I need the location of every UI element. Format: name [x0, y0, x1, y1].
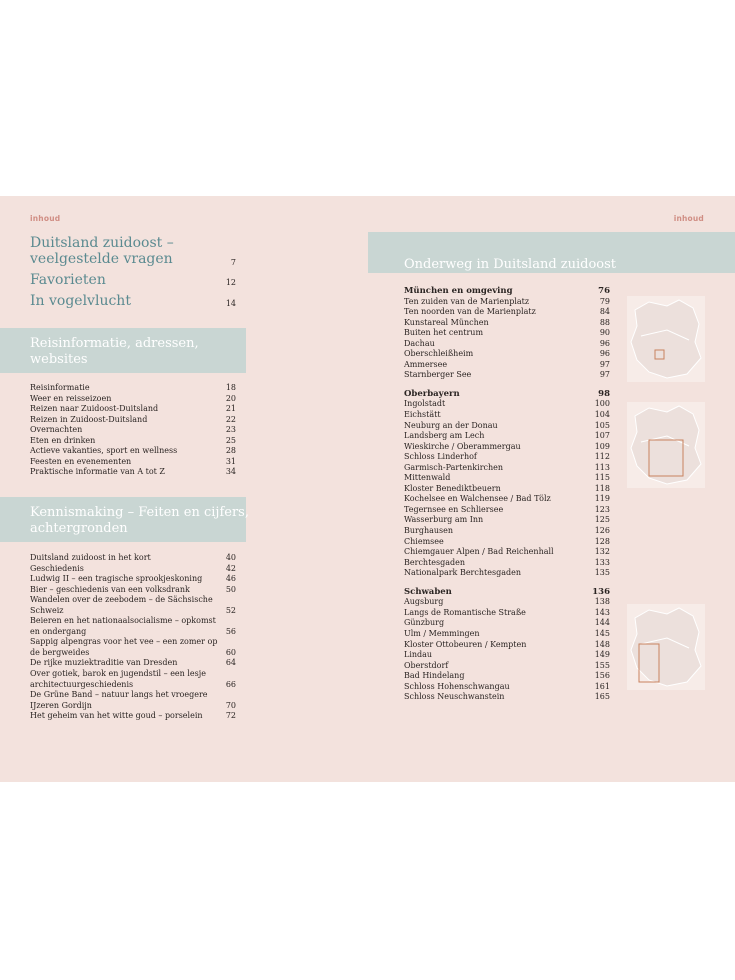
- toc-entry[interactable]: [30, 415, 236, 426]
- toc-region-heading[interactable]: [404, 286, 610, 297]
- toc-intro-favorieten[interactable]: Favorieten: [30, 272, 106, 288]
- toc-entry-title: Wasserburg am Inn: [404, 515, 484, 525]
- toc-entry[interactable]: [404, 671, 610, 682]
- toc-entry[interactable]: [30, 711, 236, 722]
- toc-entry[interactable]: [30, 404, 236, 415]
- toc-entry-page: 105: [594, 420, 610, 430]
- toc-entry-page: 135: [594, 568, 610, 578]
- toc-entry-title: Oberbayern: [404, 388, 460, 399]
- toc-entry-title: Praktische informatie van A tot Z: [30, 467, 165, 477]
- toc-intro-faq-line1[interactable]: Duitsland zuidoost –: [30, 235, 174, 251]
- toc-entry[interactable]: [30, 574, 236, 585]
- toc-entry[interactable]: [404, 463, 610, 474]
- toc-entry-page: 84: [599, 307, 610, 317]
- toc-entry-title: Oberschleißheim: [404, 349, 474, 359]
- toc-entry[interactable]: [30, 680, 236, 691]
- toc-entry-title: Geschiedenis: [30, 563, 84, 573]
- toc-intro-faq-line2[interactable]: veelgestelde vragen: [30, 251, 173, 267]
- toc-entry-title: Nationalpark Berchtesgaden: [404, 568, 521, 578]
- toc-entry[interactable]: [30, 394, 236, 405]
- toc-entry[interactable]: [30, 690, 236, 701]
- toc-entry[interactable]: [30, 383, 236, 394]
- toc-entry-page: 161: [594, 681, 610, 691]
- toc-entry[interactable]: [404, 431, 610, 442]
- toc-list-kennismaking: [30, 553, 236, 722]
- toc-entry-title: Garmisch-Partenkirchen: [404, 462, 504, 472]
- toc-entry-page: 133: [594, 557, 610, 567]
- toc-entry-page: 34: [225, 467, 236, 477]
- toc-entry-title: Burghausen: [404, 526, 454, 536]
- toc-entry[interactable]: [404, 318, 610, 329]
- section-title-reis-line2: websites: [30, 352, 88, 367]
- toc-entry[interactable]: [404, 399, 610, 410]
- toc-entry-page: 90: [599, 328, 610, 338]
- toc-intro-vogelvlucht[interactable]: In vogelvlucht: [30, 293, 131, 309]
- toc-entry-page: 125: [594, 515, 610, 525]
- toc-entry-title: Bier – geschiedenis van een volksdrank: [30, 584, 190, 594]
- toc-entry[interactable]: [404, 650, 610, 661]
- toc-entry[interactable]: [30, 637, 236, 648]
- toc-entry-title: Schwaben: [404, 586, 452, 597]
- toc-entry[interactable]: [404, 473, 610, 484]
- toc-entry-page: 118: [594, 483, 610, 493]
- toc-entry-page: 64: [225, 658, 236, 668]
- toc-entry-page: 123: [594, 504, 610, 514]
- toc-entry-title: Ammersee: [404, 359, 448, 369]
- toc-entry-page: 128: [594, 536, 610, 546]
- toc-entry[interactable]: [404, 452, 610, 463]
- toc-entry[interactable]: [30, 658, 236, 669]
- toc-entry[interactable]: [30, 457, 236, 468]
- toc-entry-page: 145: [594, 628, 610, 638]
- toc-entry-title: Chiemgauer Alpen / Bad Reichenhall: [404, 547, 554, 557]
- locator-map-schwaben: [627, 604, 705, 690]
- toc-entry[interactable]: [404, 526, 610, 537]
- toc-entry-title: Oberstdorf: [404, 660, 449, 670]
- toc-entry-title: Langs de Romantische Straße: [404, 607, 526, 617]
- toc-entry-title: Ten noorden van de Marienplatz: [404, 307, 536, 317]
- toc-entry-title: Schloss Linderhof: [404, 452, 477, 462]
- toc-entry[interactable]: [30, 627, 236, 638]
- toc-entry[interactable]: [404, 297, 610, 308]
- toc-entry-title: Bad Hindelang: [404, 671, 465, 681]
- toc-entry-title: Kloster Benediktbeuern: [404, 483, 501, 493]
- toc-entry[interactable]: [404, 640, 610, 651]
- toc-entry-title: Starnberger See: [404, 370, 472, 380]
- map-schwaben-svg: [627, 604, 705, 690]
- toc-entry-title: Sappig alpengras voor het vee – een zomer op: [30, 637, 218, 647]
- toc-entry-title: Kloster Ottobeuren / Kempten: [404, 639, 527, 649]
- toc-entry[interactable]: [404, 608, 610, 619]
- toc-entry-page: 88: [599, 317, 610, 327]
- toc-entry[interactable]: [404, 537, 610, 548]
- toc-entry-page: 148: [594, 639, 610, 649]
- toc-entry[interactable]: [404, 682, 610, 693]
- toc-entry-page: 143: [594, 607, 610, 617]
- toc-entry-page: 72: [225, 711, 236, 721]
- toc-entry[interactable]: [30, 553, 236, 564]
- toc-entry-title: Mittenwald: [404, 473, 451, 483]
- toc-entry-page: 70: [225, 700, 236, 710]
- toc-entry-title: Landsberg am Lech: [404, 431, 485, 441]
- toc-entry[interactable]: [30, 701, 236, 712]
- toc-entry-title: Wandelen over de zeebodem – de Sächsische: [30, 595, 213, 605]
- toc-entry-page: 46: [225, 574, 236, 584]
- toc-entry-title: Schloss Neuschwanstein: [404, 692, 505, 702]
- toc-entry-page: 18: [225, 383, 236, 392]
- toc-entry-page: 21: [225, 404, 236, 414]
- toc-entry-title: Actieve vakanties, sport en wellness: [30, 446, 178, 456]
- toc-entry-title: Beieren en het nationaalsocialisme – opkomst: [30, 616, 216, 626]
- toc-entry-page: 113: [594, 462, 610, 472]
- toc-entry[interactable]: [30, 436, 236, 447]
- toc-entry[interactable]: [404, 484, 610, 495]
- toc-entry[interactable]: [404, 568, 610, 579]
- toc-entry-page: 107: [594, 431, 610, 441]
- toc-entry-title: Reizen in Zuidoost-Duitsland: [30, 414, 148, 424]
- toc-entry-title: Schweiz: [30, 605, 64, 615]
- toc-entry[interactable]: [30, 585, 236, 596]
- toc-entry-page: 112: [594, 452, 610, 462]
- toc-entry-title: architectuurgeschiedenis: [30, 679, 134, 689]
- toc-entry[interactable]: [404, 360, 610, 371]
- toc-entry[interactable]: [30, 648, 236, 659]
- toc-intro-vogelvlucht-page: 14: [225, 299, 236, 308]
- locator-map-muenchen: [627, 296, 705, 382]
- toc-entry-page: 31: [225, 456, 236, 466]
- toc-entry[interactable]: [404, 692, 610, 703]
- map-oberbayern-svg: [627, 402, 705, 488]
- toc-entry-title: Kochelsee en Walchensee / Bad Tölz: [404, 494, 551, 504]
- toc-entry-page: 76: [598, 286, 610, 296]
- toc-entry-title: Ten zuiden van de Marienplatz: [404, 296, 530, 306]
- toc-entry[interactable]: [30, 616, 236, 627]
- toc-entry-title: Reizen naar Zuidoost-Duitsland: [30, 404, 159, 414]
- toc-entry-page: 66: [225, 679, 236, 689]
- section-title-kennis-line2: achtergronden: [30, 521, 128, 536]
- toc-entry-title: Augsburg: [404, 597, 444, 607]
- running-head-right: inhoud: [673, 214, 704, 223]
- toc-entry[interactable]: [30, 606, 236, 617]
- section-title-reis-line1: Reisinformatie, adressen,: [30, 336, 199, 351]
- section-title-kennis-line1: Kennismaking – Feiten en cijfers,: [30, 505, 249, 520]
- toc-entry-title: Berchtesgaden: [404, 557, 466, 567]
- toc-entry-title: Kunstareal München: [404, 317, 489, 327]
- toc-entry-page: 165: [594, 692, 610, 702]
- toc-entry-title: De Grüne Band – natuur langs het vroegere: [30, 690, 208, 700]
- section-title-onderweg: Onderweg in Duitsland zuidoost: [404, 257, 617, 272]
- toc-entry-page: 60: [225, 647, 236, 657]
- toc-entry-page: 155: [594, 660, 610, 670]
- toc-entry[interactable]: [30, 595, 236, 606]
- toc-entry[interactable]: [404, 661, 610, 672]
- toc-list-onderweg: [404, 286, 610, 703]
- toc-entry-title: IJzeren Gordijn: [30, 700, 92, 710]
- toc-entry-page: 119: [594, 494, 610, 504]
- toc-entry[interactable]: [30, 446, 236, 457]
- toc-entry-title: Over gotiek, barok en jugendstil – een lesje: [30, 669, 206, 679]
- toc-entry-page: 50: [225, 584, 236, 594]
- toc-entry-page: 136: [592, 586, 610, 597]
- toc-entry-title: Weer en reisseizoen: [30, 393, 112, 403]
- toc-entry-title: Overnachten: [30, 425, 83, 435]
- toc-group-spacer: [404, 579, 610, 587]
- toc-entry-page: 144: [594, 618, 610, 628]
- map-muenchen-svg: [627, 296, 705, 382]
- toc-entry-title: Eten en drinken: [30, 435, 96, 445]
- toc-entry[interactable]: [404, 629, 610, 640]
- toc-entry-page: 156: [594, 671, 610, 681]
- toc-entry[interactable]: [404, 558, 610, 569]
- toc-entry[interactable]: [404, 370, 610, 381]
- toc-entry-title: en ondergang: [30, 626, 87, 636]
- toc-region-heading[interactable]: [404, 389, 610, 400]
- toc-entry-title: Feesten en evenementen: [30, 456, 132, 466]
- locator-map-oberbayern: [627, 402, 705, 488]
- toc-entry-page: 28: [225, 446, 236, 456]
- toc-entry-page: 98: [598, 388, 610, 399]
- toc-entry[interactable]: [404, 597, 610, 608]
- toc-entry-title: Ingolstadt: [404, 399, 446, 409]
- toc-entry-page: 79: [599, 296, 610, 306]
- toc-entry-title: Tegernsee en Schliersee: [404, 504, 504, 514]
- toc-entry[interactable]: [404, 328, 610, 339]
- toc-entry-title: Eichstätt: [404, 410, 441, 420]
- toc-entry[interactable]: [30, 425, 236, 436]
- toc-entry-title: Günzburg: [404, 618, 445, 628]
- toc-entry[interactable]: [404, 505, 610, 516]
- toc-list-reisinformatie: [30, 383, 236, 478]
- toc-entry-page: 100: [594, 399, 610, 409]
- toc-entry[interactable]: [404, 494, 610, 505]
- toc-entry-page: 25: [225, 435, 236, 445]
- toc-entry-page: 23: [225, 425, 236, 435]
- toc-entry[interactable]: [404, 410, 610, 421]
- toc-group-spacer: [404, 381, 610, 389]
- toc-entry[interactable]: [30, 564, 236, 575]
- toc-intro-faq-page: 7: [230, 258, 236, 267]
- toc-entry-page: 56: [225, 626, 236, 636]
- toc-entry-page: 22: [225, 414, 236, 424]
- running-head-left: inhoud: [30, 214, 61, 223]
- toc-intro-favorieten-page: 12: [225, 278, 236, 287]
- toc-entry-page: 109: [594, 441, 610, 451]
- toc-entry-page: 115: [594, 473, 610, 483]
- toc-entry-title: Dachau: [404, 338, 435, 348]
- toc-entry-title: Duitsland zuidoost in het kort: [30, 553, 151, 562]
- toc-entry-title: Reisinformatie: [30, 383, 90, 392]
- toc-entry-title: Chiemsee: [404, 536, 444, 546]
- toc-entry[interactable]: [30, 467, 236, 478]
- toc-entry-page: 40: [225, 553, 236, 562]
- toc-entry-page: 97: [599, 370, 610, 380]
- toc-entry-page: 42: [225, 563, 236, 573]
- toc-entry-title: Neuburg an der Donau: [404, 420, 498, 430]
- toc-entry[interactable]: [30, 669, 236, 680]
- toc-entry-title: Schloss Hohenschwangau: [404, 681, 510, 691]
- toc-entry-title: Het geheim van het witte goud – porselein: [30, 711, 203, 721]
- toc-entry[interactable]: [404, 442, 610, 453]
- toc-entry[interactable]: [404, 307, 610, 318]
- toc-entry-page: 96: [599, 338, 610, 348]
- toc-entry-title: Ludwig II – een tragische sprookjeskoning: [30, 574, 203, 584]
- toc-entry-page: 138: [594, 597, 610, 607]
- toc-entry-title: München en omgeving: [404, 286, 513, 296]
- toc-entry[interactable]: [404, 349, 610, 360]
- toc-entry-page: 52: [225, 605, 236, 615]
- toc-entry-page: 96: [599, 349, 610, 359]
- toc-entry-title: De rijke muziektraditie van Dresden: [30, 658, 178, 668]
- toc-entry-page: 132: [594, 547, 610, 557]
- toc-entry[interactable]: [404, 421, 610, 432]
- toc-entry-page: 149: [594, 650, 610, 660]
- toc-entry-title: de bergweides: [30, 647, 90, 657]
- toc-entry-page: 104: [594, 410, 610, 420]
- toc-entry-page: 126: [594, 526, 610, 536]
- toc-entry-title: Wieskirche / Oberammergau: [404, 441, 521, 451]
- toc-entry[interactable]: [404, 547, 610, 558]
- toc-entry[interactable]: [404, 618, 610, 629]
- toc-entry-page: 20: [225, 393, 236, 403]
- toc-entry-title: Buiten het centrum: [404, 328, 484, 338]
- toc-entry[interactable]: [404, 339, 610, 350]
- toc-entry-title: Ulm / Memmingen: [404, 628, 480, 638]
- toc-entry-page: 97: [599, 359, 610, 369]
- toc-region-heading[interactable]: [404, 587, 610, 598]
- toc-entry[interactable]: [404, 515, 610, 526]
- toc-entry-title: Lindau: [404, 650, 433, 660]
